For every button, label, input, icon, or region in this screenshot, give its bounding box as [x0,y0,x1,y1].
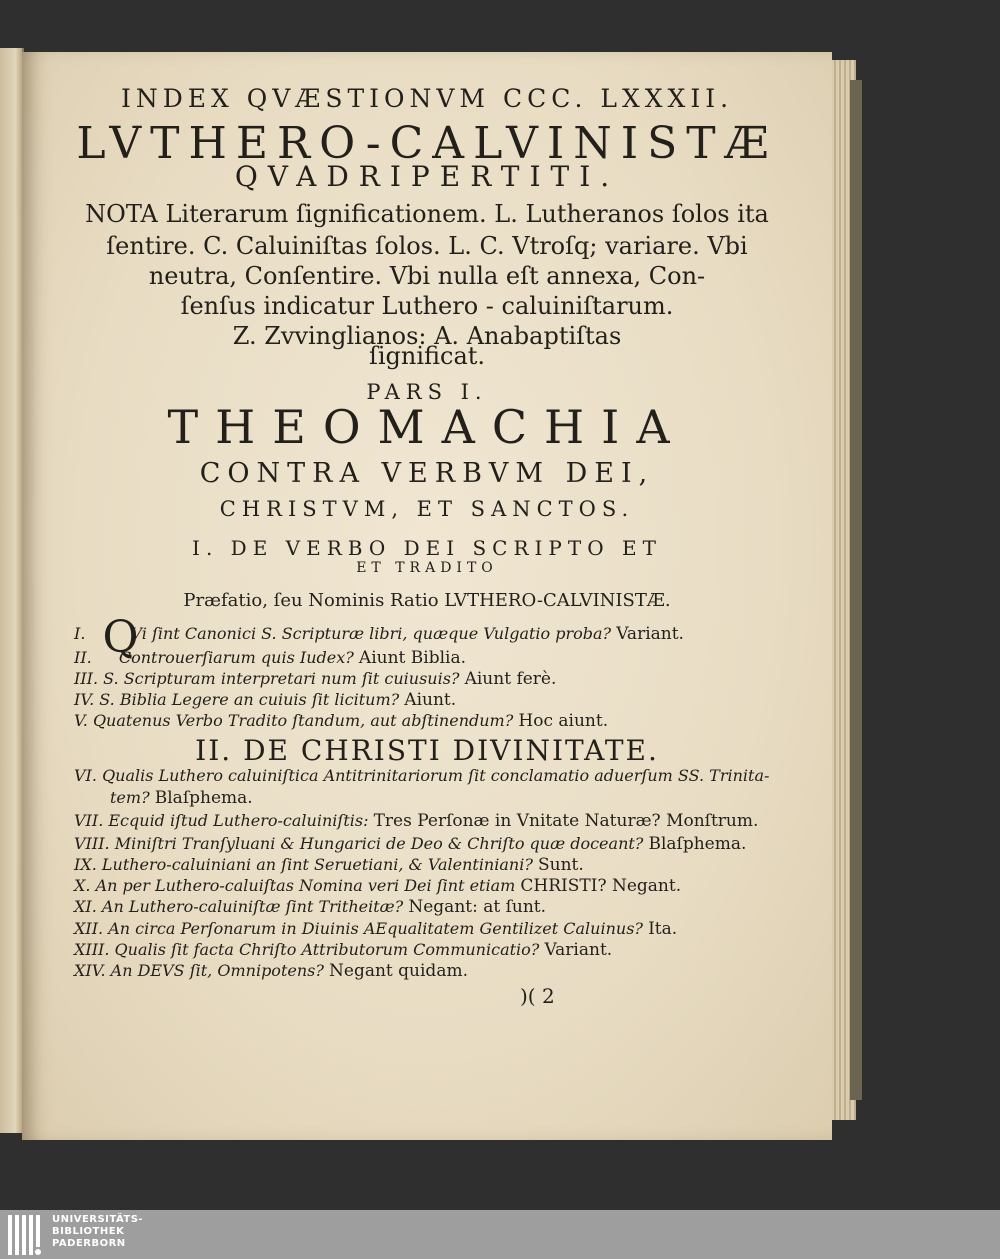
question-answer: Sunt. [537,855,584,875]
section-1-heading-cont: ET TRADITO [356,560,498,576]
question-answer: Ita. [648,919,678,939]
nota-line: ſenſus indicatur Luthero - caluiniſtarum. [180,292,674,320]
signature-mark: )( 2 [520,984,555,1008]
question-number: XI. [74,897,97,916]
question-number: VIII. [74,834,110,853]
index-title: INDEX QVÆSTIONVM CCC. LXXXII. [120,84,734,113]
question-row [74,834,746,854]
question-answer: Blaſphema. [648,834,747,854]
part-title: THEOMACHIA [167,400,687,454]
question-row [74,897,546,917]
question-text: S. Scripturam interpretari num ſit cuiusuis? [103,669,460,688]
part-subtitle-2: CHRISTVM, ET SANCTOS. [219,497,635,521]
question-number: XIV. [74,961,106,980]
question-text: Ecquid iſtud Luthero-caluiniſtis: [108,811,369,830]
left-page-edge [0,48,24,1133]
question-answer: Negant quidam. [329,961,468,981]
question-row [74,690,456,710]
question-row-cont [110,788,253,808]
library-footer [0,1210,1000,1259]
question-answer: Negant: at ſunt. [408,897,547,917]
question-answer: Variant. [544,940,613,960]
question-answer: CHRISTI? Negant. [520,876,682,896]
question-row [74,961,468,981]
question-row [74,711,608,731]
question-row [74,876,681,896]
library-name-line: BIBLIOTHEK [52,1226,125,1237]
question-number: V. [74,711,88,730]
praefatio-line: Præfatio, ſeu Nominis Ratio LVTHERO-CALVINISTÆ. [183,590,671,611]
question-text: An Luthero-caluiniſtæ ſint Tritheitæ? [101,897,404,916]
question-row [74,940,612,960]
question-text: Qualis Luthero caluiniſtica Antitrinitariorum ſit conclamatio aduerſum SS. Trinita- [102,766,770,785]
main-title: LVTHERO-CALVINISTÆ [76,118,778,169]
question-answer: Aiunt Biblia. [358,648,466,668]
question-text: An DEVS ſit, Omnipotens? [110,961,324,980]
drop-cap: Q [102,612,139,663]
question-number: XII. [74,919,104,938]
question-number: I. [74,624,86,643]
nota-line: ſentire. C. Caluiniſtas ſolos. L. C. Vtroſq; variare. Vbi [106,232,748,260]
nota-line: ſignificat. [368,342,486,370]
question-number: II. [74,648,92,667]
book-spine-shadow [850,80,862,1100]
question-row [74,811,758,831]
question-number: X. [74,876,91,895]
question-answer: Hoc aiunt. [518,711,609,731]
part-subtitle: CONTRA VERBVM DEI, [199,458,655,489]
question-row [74,855,584,875]
question-text: An per Luthero-caluiſtas Nomina veri Dei ſint etiam [95,876,516,895]
nota-line: NOTA Literarum ſignificationem. L. Lutheranos ſolos ita [85,200,769,228]
question-row [74,919,677,939]
question-row [74,669,556,689]
question-text: Qualis ſit facta Chriſto Attributorum Communicatio? [114,940,540,959]
question-number: VI. [74,766,97,785]
question-number: XIII. [74,940,110,959]
question-number: VII. [74,811,104,830]
question-text: Miniſtri Tranſyluani & Hungarici de Deo & Chriſto quæ doceant? [114,834,644,853]
section-2-heading: II. DE CHRISTI DIVINITATE. [195,734,659,767]
question-text: Luthero-caluiniani an ſint Seruetiani, & Valentiniani? [101,855,533,874]
library-logo-icon [6,1213,46,1257]
part-label: PARS I. [366,380,488,404]
question-answer: Aiunt. [404,690,457,710]
question-answer: Aiunt ferè. [464,669,557,689]
question-text: S. Biblia Legere an cuiuis ſit licitum? [99,690,400,709]
question-text: An circa Perſonarum in Diuinis AEqualitatem Gentilizet Caluinus? [108,919,643,938]
nota-line: neutra, Conſentire. Vbi nulla eſt annexa, Con- [148,262,706,290]
question-text: Vi ſint Canonici S. Scripturæ libri, quæque Vulgatio proba? [130,624,612,643]
library-name-line: PADERBORN [52,1238,126,1249]
question-text: tem? [110,788,150,807]
nota-line: Z. Zvvinglianos: A. Anabaptiſtas [232,322,622,350]
library-name-line: UNIVERSITÄTS- [52,1214,144,1225]
question-text: Controuerſiarum quis Iudex? [118,648,354,667]
main-subtitle: QVADRIPERTITI. [234,160,620,193]
question-answer: Variant. [616,624,684,644]
question-answer: Blaſphema. [154,788,253,808]
question-number: IV. [74,690,95,709]
question-number: IX. [74,855,97,874]
question-answer: Tres Perſonæ in Vnitate Naturæ? Monſtrum. [373,811,759,831]
question-number: III. [74,669,99,688]
question-row [74,648,466,668]
section-1-heading: I. DE VERBO DEI SCRIPTO ET [192,536,662,560]
question-row [74,766,769,785]
question-text: Quatenus Verbo Tradito ſtandum, aut abſtinendum? [92,711,514,730]
